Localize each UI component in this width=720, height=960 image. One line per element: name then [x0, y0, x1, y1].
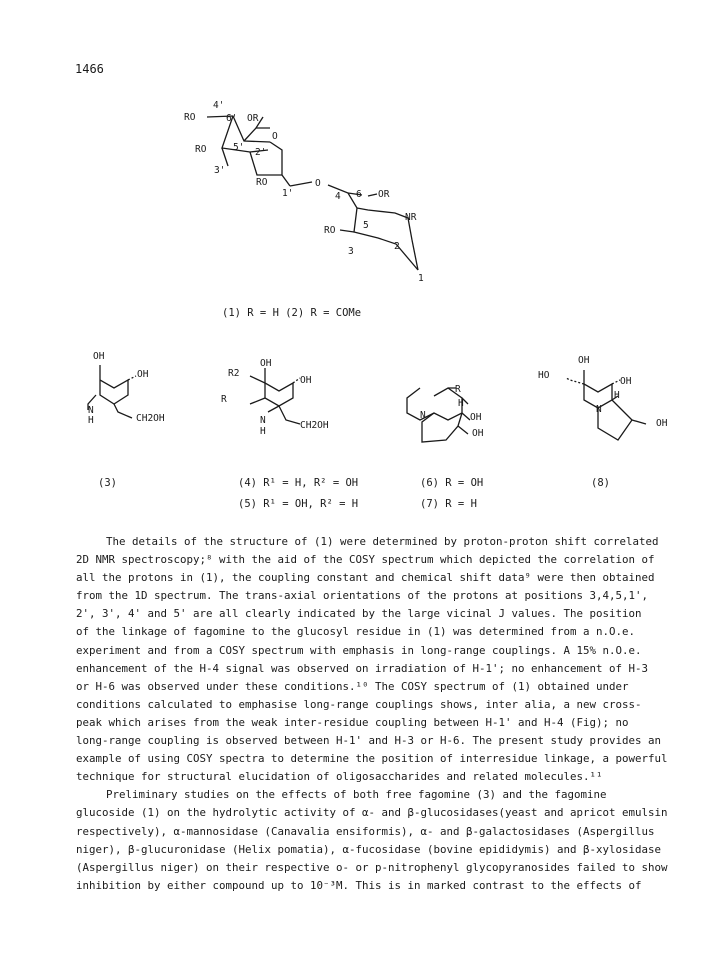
disaccharide-labels: [184, 100, 424, 284]
atom-label: OH: [578, 355, 590, 366]
text-line: enhancement of the H-4 signal was observed on irradiation of H-1'; no enhancement of H-3: [76, 661, 649, 675]
text-line: peak which arises from the weak inter-residue coupling between H-1' and H-4 (Fig); no: [76, 715, 629, 729]
text-line: experiment and from a COSY spectrum with emphasis in long-range couplings. A 15% n.O.e.: [76, 643, 642, 657]
compound-label-3: (3): [98, 477, 117, 489]
atom-label: 1': [282, 188, 294, 199]
compound-label-4: (4) R¹ = H, R² = OH: [238, 477, 359, 489]
text-line: conditions calculated to emphasise long-range couplings shows, inter alia, a new cross-: [76, 697, 642, 711]
atom-label: 5: [363, 220, 369, 231]
atom-label: OH: [470, 412, 482, 423]
atom-label: N: [88, 405, 94, 416]
atom-label: N: [596, 404, 602, 415]
article-body: [76, 533, 668, 895]
atom-label: CH2OH: [136, 413, 165, 424]
structure-6-7: [407, 384, 484, 442]
atom-label: CH2OH: [300, 420, 329, 431]
atom-label: 6': [226, 113, 238, 124]
atom-label: 1: [418, 273, 424, 284]
scheme-caption: (1) R = H (2) R = COMe: [222, 307, 362, 319]
text-line: (Aspergillus niger) on their respective o- or p-nitrophenyl glycopyranosides failed to show: [76, 860, 668, 874]
atom-label: R2: [228, 368, 240, 379]
atom-label: 4': [213, 100, 225, 111]
structure-4-5: [221, 358, 329, 437]
compound-label-5: (5) R¹ = OH, R² = H: [238, 498, 359, 510]
compound-label-8: (8): [591, 477, 610, 489]
atom-label: OH: [93, 351, 105, 362]
atom-label: 6: [356, 189, 362, 200]
atom-label: N: [260, 415, 266, 426]
atom-label: H: [614, 390, 620, 401]
text-line: of the linkage of fagomine to the glucosyl residue in (1) was determined from a n.O.e.: [76, 625, 636, 639]
text-line: 2', 3', 4' and 5' are all clearly indicated by the large vicinal J values. The position: [76, 607, 642, 621]
atom-label: OR: [247, 113, 259, 124]
atom-label: OH: [300, 375, 312, 386]
atom-label: 3: [348, 246, 354, 257]
text-line: 2D NMR spectroscopy;⁸ with the aid of the COSY spectrum which depicted the correlation of: [76, 553, 655, 567]
text-line: long-range coupling is observed between H-1' and H-3 or H-6. The present study provides an: [76, 734, 662, 748]
atom-label: OR: [378, 189, 390, 200]
atom-label: N: [420, 410, 426, 421]
atom-label: OH: [656, 418, 668, 429]
atom-label: OH: [472, 428, 484, 439]
text-line: glucoside (1) on the hydrolytic activity of α- and β-glucosidases(yeast and apricot emulsin: [76, 806, 668, 820]
text-line: or H-6 was observed under these conditions.¹⁰ The COSY spectrum of (1) obtained under: [76, 679, 629, 693]
atom-label: OH: [260, 358, 272, 369]
atom-label: H: [458, 398, 464, 409]
text-line: inhibition by either compound up to 10⁻³M. This is in marked contrast to the effects of: [76, 878, 642, 892]
structure-3: [88, 351, 165, 426]
atom-label: R: [221, 394, 227, 405]
atom-label: 5': [233, 142, 245, 153]
compound-label-6: (6) R = OH: [420, 477, 484, 489]
atom-label: OH: [137, 369, 149, 380]
text-line: technique for structural elucidation of oligosaccharides and related molecules.¹¹: [76, 770, 603, 784]
atom-label: H: [88, 415, 94, 426]
atom-label: RO: [184, 112, 196, 123]
atom-label: 2: [394, 241, 400, 252]
text-line: Preliminary studies on the effects of both free fagomine (3) and the fagomine: [106, 788, 607, 802]
atom-label: 3': [214, 165, 226, 176]
structure-8: [538, 355, 668, 440]
compound-label-7: (7) R = H: [420, 498, 477, 510]
atom-label: RO: [324, 225, 336, 236]
atom-label: O: [315, 178, 321, 189]
text-line: example of using COSY spectra to determine the position of interresidue linkage, a powerful: [76, 752, 668, 766]
atom-label: RO: [195, 144, 207, 155]
atom-label: H: [260, 426, 266, 437]
atom-label: R: [455, 384, 461, 395]
text-line: The details of the structure of (1) were determined by proton-proton shift correlated: [106, 535, 659, 548]
atom-label: 4: [335, 191, 341, 202]
text-line: from the 1D spectrum. The trans-axial orientations of the protons at positions 3,4,5,1',: [76, 589, 649, 603]
atom-label: 2': [255, 147, 267, 158]
atom-label: O: [272, 131, 278, 142]
atom-label: RO: [256, 177, 268, 188]
page-number: 1466: [75, 62, 104, 76]
atom-label: HO: [538, 370, 550, 381]
text-line: respectively), α-mannosidase (Canavalia ensiformis), α- and β-galactosidases (Aspergillus: [76, 824, 655, 838]
atom-label: OH: [620, 376, 632, 387]
text-line: niger), β-glucuronidase (Helix pomatia), α-fucosidase (bovine epididymis) and β-xylosidase: [76, 842, 662, 856]
atom-label: NR: [405, 212, 417, 223]
text-line: all the protons in (1), the coupling constant and chemical shift data⁹ were then obtained: [76, 571, 655, 585]
